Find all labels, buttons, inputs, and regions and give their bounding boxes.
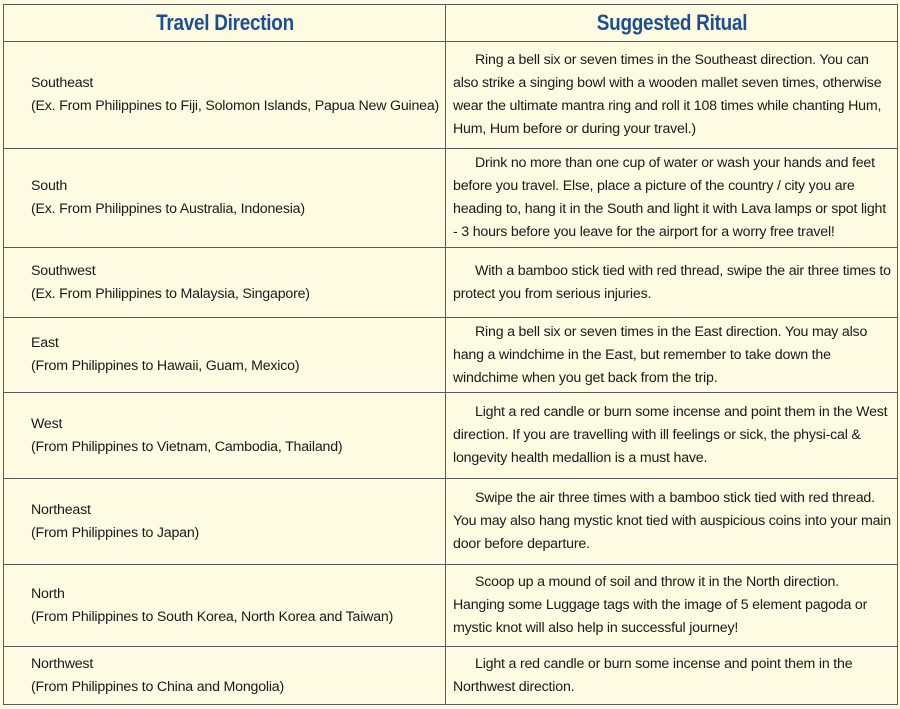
direction-example: (From Philippines to Hawaii, Guam, Mexico) <box>31 358 300 374</box>
ritual-cell <box>446 393 898 479</box>
direction-cell <box>4 479 446 565</box>
header-travel-direction: Travel Direction <box>34 5 414 42</box>
table-row <box>4 248 898 318</box>
table-row <box>4 479 898 565</box>
ritual-cell <box>446 149 898 248</box>
direction-cell <box>4 149 446 248</box>
table-row <box>4 318 898 393</box>
direction-name: West <box>31 415 63 432</box>
direction-name: Northeast <box>31 501 91 518</box>
ritual-text: With a bamboo stick tied with red thread, swipe the air three times to protect you from serious injuries. <box>453 262 891 302</box>
ritual-text: Light a red candle or burn some incense and point them in the West direction. If you are travelling with ill feelings or sick, the physi-cal & longevity health medallion is a must have. <box>453 404 888 466</box>
direction-example: (From Philippines to Vietnam, Cambodia, Thailand) <box>31 438 343 455</box>
direction-cell <box>4 647 446 705</box>
header-row <box>4 5 898 42</box>
direction-example: (From Philippines to South Korea, North Korea and Taiwan) <box>31 608 394 625</box>
table-row <box>4 565 898 647</box>
direction-example: (From Philippines to Japan) <box>31 524 200 541</box>
ritual-text: Ring a bell six or seven times in the Southeast direction. You can also strike a singing bowl with a wooden mallet seven times, otherwise wear the ultimate mantra ring and roll it 108 times while chanting Hum, Hum, Hum before or during your travel.) <box>453 52 882 137</box>
table-row <box>4 647 898 705</box>
direction-cell <box>4 565 446 647</box>
ritual-cell <box>446 565 898 647</box>
direction-name: Southeast <box>31 75 94 91</box>
ritual-cell <box>446 647 898 705</box>
table-row <box>4 149 898 248</box>
direction-name: Southwest <box>31 262 96 279</box>
direction-example: (Ex. From Philippines to Fiji, Solomon Islands, Papua New Guinea) <box>31 98 440 114</box>
direction-example: (Ex. From Philippines to Malaysia, Singapore) <box>31 285 310 302</box>
direction-cell <box>4 318 446 393</box>
direction-name: North <box>31 585 65 602</box>
ritual-text: Ring a bell six or seven times in the East direction. You may also hang a windchime in the East, but remember to take down the windchime when you get back from the trip. <box>453 323 868 386</box>
ritual-cell <box>446 479 898 565</box>
ritual-text: Swipe the air three times with a bamboo stick tied with red thread. You may also hang mystic knot tied with auspicious coins into your main door before departure. <box>453 490 891 552</box>
direction-name: East <box>31 335 59 351</box>
table-row <box>4 393 898 479</box>
ritual-text: Drink no more than one cup of water or wash your hands and feet before you travel. Else, place a picture of the country / city you are heading to, hang it in the South and light it with Lava lamps or spot light - 3 hours before you leave for the airport for a worry free travel! <box>453 155 886 240</box>
ritual-cell <box>446 42 898 149</box>
ritual-cell <box>446 318 898 393</box>
ritual-cell <box>446 248 898 318</box>
direction-cell <box>4 393 446 479</box>
ritual-text: Light a red candle or burn some incense and point them in the Northwest direction. <box>453 655 853 695</box>
direction-cell <box>4 248 446 318</box>
direction-name: South <box>31 178 68 194</box>
direction-example: (From Philippines to China and Mongolia) <box>31 678 285 695</box>
direction-cell <box>4 42 446 149</box>
header-suggested-ritual: Suggested Ritual <box>477 5 866 42</box>
ritual-text: Scoop up a mound of soil and throw it in the North direction. Hanging some Luggage tags with the image of 5 element pagoda or mystic knot will also help in successful journey! <box>453 574 868 636</box>
travel-ritual-table <box>3 4 898 705</box>
table-row <box>4 42 898 149</box>
direction-example: (Ex. From Philippines to Australia, Indonesia) <box>31 201 305 217</box>
direction-name: Northwest <box>31 655 94 672</box>
